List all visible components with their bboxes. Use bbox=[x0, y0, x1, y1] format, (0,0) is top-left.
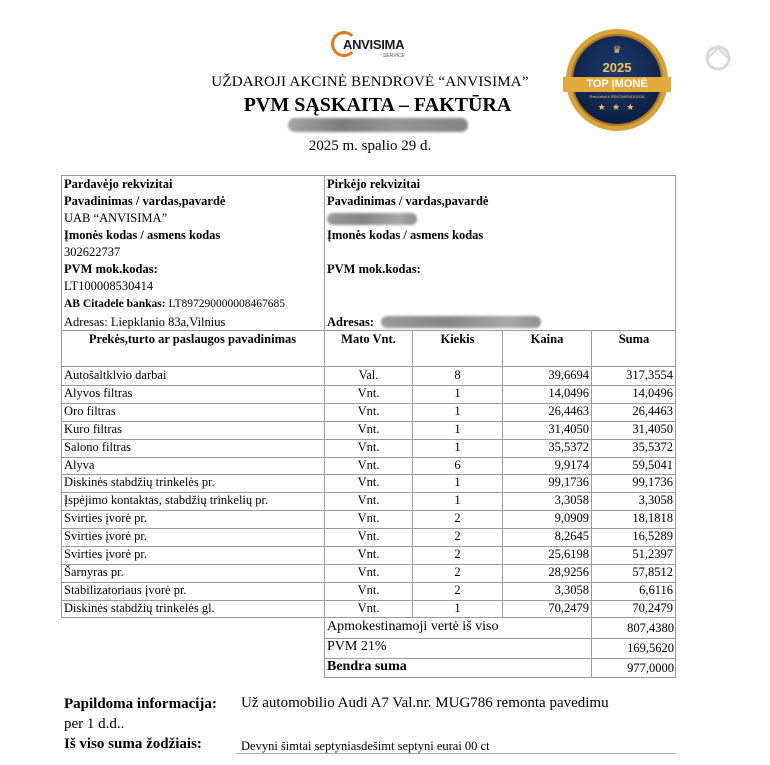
item-name: Kuro filtras bbox=[64, 422, 122, 436]
col-header-sum: Suma bbox=[618, 332, 650, 346]
anvisima-logo bbox=[331, 31, 405, 61]
item-sum: 6,6116 bbox=[639, 583, 673, 597]
item-name: Diskinės stabdžių trinkelės gl. bbox=[64, 601, 215, 615]
item-price: 70,2479 bbox=[548, 601, 589, 615]
item-name: Autošaltklvio darbai bbox=[64, 368, 167, 382]
badge-ribbon: TOP ĮMONĖ bbox=[563, 77, 671, 92]
item-unit: Vnt. bbox=[357, 440, 380, 454]
item-sum: 14,0496 bbox=[632, 386, 673, 400]
item-name: Salono filtras bbox=[64, 440, 132, 454]
logo-text: ANVISIMA bbox=[343, 37, 405, 52]
top-company-badge bbox=[566, 29, 668, 131]
item-name: Alyvos filtras bbox=[64, 386, 133, 400]
item-sum: 26,4463 bbox=[632, 404, 673, 418]
item-unit: Vnt. bbox=[357, 404, 380, 418]
seller-bank-value: LT897290000008467685 bbox=[165, 298, 285, 310]
stars-icon: ★ ★ ★ bbox=[597, 102, 637, 112]
item-price: 35,5372 bbox=[548, 440, 589, 454]
item-sum: 31,4050 bbox=[632, 422, 673, 436]
item-name: Oro filtras bbox=[64, 404, 116, 418]
item-name: Įspėjimo kontaktas, stabdžių trinkelių pr. bbox=[64, 493, 269, 507]
buyer-heading: Pirkėjo rekvizitai bbox=[327, 177, 421, 191]
item-price: 3,3058 bbox=[554, 583, 589, 597]
item-sum: 57,8512 bbox=[632, 565, 673, 579]
item-name: Stabilizatoriaus įvorė pr. bbox=[64, 583, 187, 597]
seller-heading: Pardavėjo rekvizitai bbox=[64, 177, 173, 191]
item-qty: 2 bbox=[454, 565, 461, 579]
buyer-vat-label: PVM mok.kodas: bbox=[327, 262, 421, 276]
item-unit: Vnt. bbox=[357, 475, 380, 489]
item-unit: Vnt. bbox=[357, 511, 380, 525]
item-name: Alyva bbox=[64, 458, 95, 472]
item-qty: 2 bbox=[454, 529, 461, 543]
words-underline bbox=[236, 753, 676, 754]
item-sum: 99,1736 bbox=[632, 475, 673, 489]
item-price: 8,2645 bbox=[554, 529, 589, 543]
item-price: 31,4050 bbox=[548, 422, 589, 436]
logo-subtext: SERVICE bbox=[383, 53, 405, 59]
item-unit: Val. bbox=[358, 368, 379, 382]
item-unit: Vnt. bbox=[357, 529, 380, 543]
badge-year: 2025 bbox=[602, 60, 632, 75]
buyer-address-label: Adresas: bbox=[327, 315, 374, 329]
buyer-code-label: Įmonės kodas / asmens kodas bbox=[327, 228, 484, 242]
item-qty: 6 bbox=[454, 458, 461, 472]
seller-code-label: Įmonės kodas / asmens kodas bbox=[64, 228, 221, 242]
item-qty: 2 bbox=[454, 547, 461, 561]
seller-bank bbox=[64, 296, 285, 313]
invoice-grid bbox=[61, 175, 676, 618]
item-qty: 1 bbox=[454, 386, 461, 400]
redacted-invoice-number bbox=[288, 118, 468, 132]
watermark-logo-icon bbox=[700, 42, 736, 74]
redacted-buyer-name bbox=[327, 213, 417, 225]
company-name: UŽDAROJI AKCINĖ BENDROVĖ “ANVISIMA” bbox=[211, 74, 529, 90]
item-sum: 16,5289 bbox=[632, 529, 673, 543]
vat-value: 169,5620 bbox=[627, 641, 674, 655]
item-unit: Vnt. bbox=[357, 458, 380, 472]
seller-name-label: Pavadinimas / vardas,pavardė bbox=[64, 194, 226, 208]
info-label: Papildoma informacija: bbox=[64, 696, 217, 712]
taxable-label: Apmokestinamoji vertė iš viso bbox=[327, 619, 499, 634]
item-name: Svirties įvorė pr. bbox=[64, 511, 147, 525]
item-name: Svirties įvorė pr. bbox=[64, 529, 147, 543]
total-value: 977,0000 bbox=[627, 661, 674, 675]
words-label: Iš viso suma žodžiais: bbox=[64, 736, 202, 752]
total-label: Bendra suma bbox=[327, 659, 407, 674]
item-sum: 317,3554 bbox=[626, 368, 673, 382]
item-price: 3,3058 bbox=[554, 493, 589, 507]
item-sum: 51,2397 bbox=[632, 547, 673, 561]
seller-code-value: 302622737 bbox=[64, 245, 121, 259]
item-unit: Vnt. bbox=[357, 583, 380, 597]
document-title: PVM SĄSKAITA – FAKTŪRA bbox=[243, 94, 512, 116]
item-price: 14,0496 bbox=[548, 386, 589, 400]
item-qty: 1 bbox=[454, 404, 461, 418]
item-qty: 1 bbox=[454, 440, 461, 454]
item-unit: Vnt. bbox=[357, 386, 380, 400]
col-header-price: Kaina bbox=[530, 332, 564, 346]
col-header-unit: Mato Vnt. bbox=[341, 332, 396, 346]
item-qty: 1 bbox=[454, 475, 461, 489]
col-header-qty: Kiekis bbox=[440, 332, 475, 346]
badge-subtext: Rekvizitai.lt REKOMENDUOJA bbox=[589, 94, 645, 99]
seller-address: Adresas: Liepklanio 83a,Vilnius bbox=[64, 315, 226, 329]
seller-vat-label: PVM mok.kodas: bbox=[64, 262, 158, 276]
item-price: 28,9256 bbox=[548, 565, 589, 579]
vat-label: PVM 21% bbox=[327, 639, 387, 654]
item-name: Šarnyras pr. bbox=[64, 565, 124, 579]
item-name: Svirties įvorė pr. bbox=[64, 547, 147, 561]
item-unit: Vnt. bbox=[357, 547, 380, 561]
item-qty: 2 bbox=[454, 583, 461, 597]
seller-name-value: UAB “ANVISIMA” bbox=[64, 211, 168, 225]
item-sum: 3,3058 bbox=[638, 493, 673, 507]
item-qty: 1 bbox=[454, 493, 461, 507]
item-qty: 8 bbox=[454, 368, 461, 382]
info-text-cont: per 1 d.d.. bbox=[64, 716, 125, 732]
col-header-name: Prekės,turto ar paslaugos pavadinimas bbox=[88, 332, 297, 346]
item-qty: 1 bbox=[454, 601, 461, 615]
taxable-value: 807,4380 bbox=[627, 621, 674, 635]
item-name: Diskinės stabdžių trinkelės pr. bbox=[64, 475, 215, 489]
words-text: Devyni šimtai septyniasdešimt septyni eurai 00 ct bbox=[241, 739, 490, 753]
buyer-name-label: Pavadinimas / vardas,pavardė bbox=[327, 194, 489, 208]
item-price: 26,4463 bbox=[548, 404, 589, 418]
item-price: 25,6198 bbox=[548, 547, 589, 561]
item-unit: Vnt. bbox=[357, 493, 380, 507]
seller-bank-label: AB Citadele bankas: bbox=[64, 298, 166, 310]
crown-icon: ♛ bbox=[612, 45, 622, 56]
totals-block bbox=[324, 618, 676, 678]
seller-vat-value: LT100008530414 bbox=[64, 279, 154, 293]
item-unit: Vnt. bbox=[357, 422, 380, 436]
item-sum: 70,2479 bbox=[632, 601, 673, 615]
item-price: 9,0909 bbox=[554, 511, 589, 525]
item-unit: Vnt. bbox=[357, 601, 380, 615]
item-unit: Vnt. bbox=[357, 565, 380, 579]
item-qty: 1 bbox=[454, 422, 461, 436]
item-sum: 35,5372 bbox=[632, 440, 673, 454]
item-qty: 2 bbox=[454, 511, 461, 525]
item-price: 99,1736 bbox=[548, 475, 589, 489]
invoice-date: 2025 m. spalio 29 d. bbox=[308, 138, 432, 154]
item-price: 9,9174 bbox=[554, 458, 589, 472]
item-sum: 59,5041 bbox=[632, 458, 673, 472]
redacted-buyer-address bbox=[381, 316, 541, 328]
item-price: 39,6694 bbox=[548, 368, 589, 382]
info-text: Už automobilio Audi A7 Val.nr. MUG786 remonta pavedimu bbox=[241, 695, 609, 711]
item-sum: 18,1818 bbox=[632, 511, 673, 525]
